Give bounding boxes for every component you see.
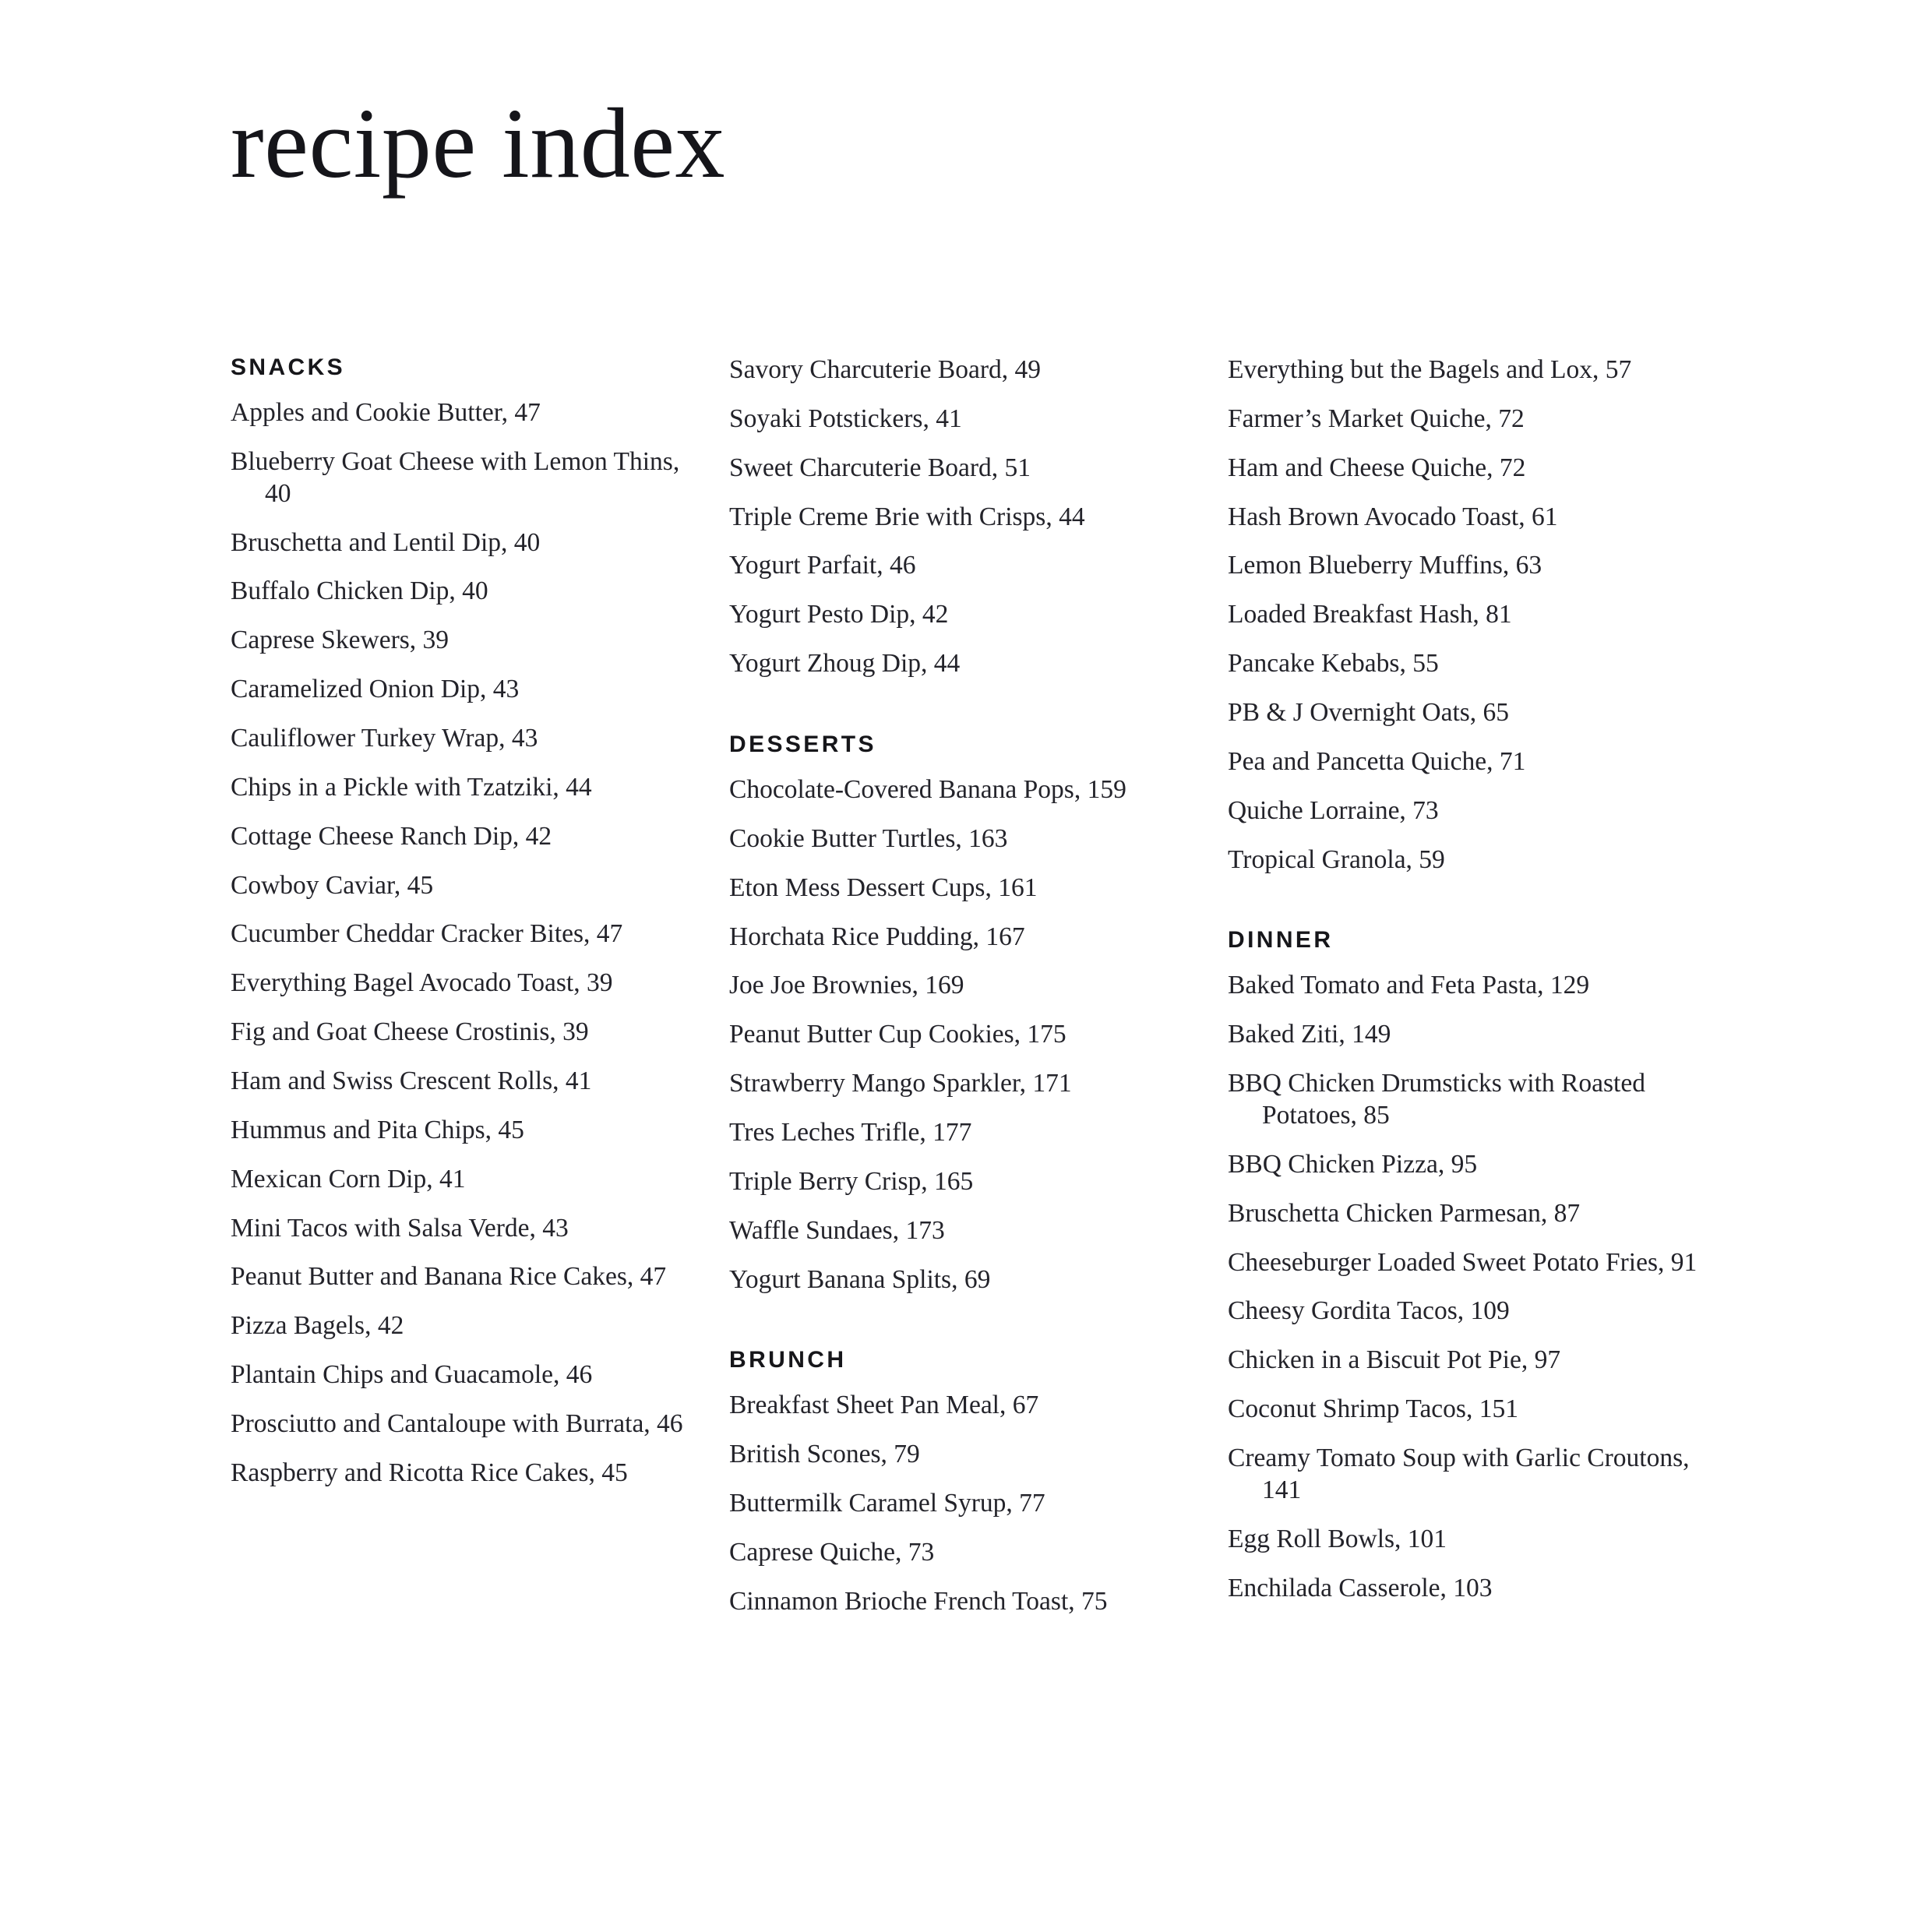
index-entry[interactable]: Cottage Cheese Ranch Dip, 42 [231,821,552,851]
index-column-2 [729,354,1203,1618]
index-entry[interactable]: Baked Tomato and Feta Pasta, 129 [1228,971,1590,1000]
index-entry[interactable]: Hummus and Pita Chips, 45 [231,1115,524,1144]
index-entry[interactable]: Prosciutto and Cantaloupe with Burrata, 46 [231,1409,683,1439]
index-entry[interactable]: Cauliflower Turkey Wrap, 43 [231,724,538,753]
index-entry[interactable]: Pancake Kebabs, 55 [1228,649,1439,679]
index-column-1 [231,354,704,1618]
index-entry[interactable]: Caramelized Onion Dip, 43 [231,675,520,704]
index-entry[interactable]: British Scones, 79 [729,1440,920,1469]
index-entry[interactable]: Caprese Quiche, 73 [729,1538,935,1567]
index-entry[interactable]: Mexican Corn Dip, 41 [231,1164,466,1193]
index-entry[interactable]: Yogurt Pesto Dip, 42 [729,600,949,629]
index-entry[interactable]: Chips in a Pickle with Tzatziki, 44 [231,772,592,802]
index-section-desserts [729,732,1203,1296]
section-heading-desserts: DESSERTS [729,732,876,758]
index-entry[interactable]: Peanut Butter Cup Cookies, 175 [729,1020,1066,1049]
index-entry[interactable]: Soyaki Potstickers, 41 [729,404,962,433]
index-entry[interactable]: Plantain Chips and Guacamole, 46 [231,1360,593,1390]
index-entry[interactable]: Yogurt Zhoug Dip, 44 [729,649,961,679]
index-entry[interactable]: Mini Tacos with Salsa Verde, 43 [231,1213,569,1243]
index-entry[interactable]: Bruschetta Chicken Parmesan, 87 [1228,1198,1581,1228]
index-entry[interactable]: Pizza Bagels, 42 [231,1311,404,1341]
index-entry[interactable]: Cucumber Cheddar Cracker Bites, 47 [231,919,623,949]
index-entry[interactable]: Buffalo Chicken Dip, 40 [231,576,488,606]
index-entry[interactable]: Raspberry and Ricotta Rice Cakes, 45 [231,1458,628,1487]
index-entry[interactable]: Quiche Lorraine, 73 [1228,795,1439,825]
index-entry[interactable]: Enchilada Casserole, 103 [1228,1573,1493,1602]
index-entry[interactable]: Ham and Swiss Crescent Rolls, 41 [231,1066,592,1096]
index-columns [231,354,1726,1618]
index-entry[interactable]: Chicken in a Biscuit Pot Pie, 97 [1228,1345,1561,1375]
index-entry[interactable]: Cinnamon Brioche French Toast, 75 [729,1586,1108,1616]
index-entry[interactable]: Lemon Blueberry Muffins, 63 [1228,551,1542,580]
index-section-snacks-continued [729,354,1203,680]
index-entry[interactable]: Eton Mess Dessert Cups, 161 [729,873,1038,902]
index-entry[interactable]: Coconut Shrimp Tacos, 151 [1228,1394,1518,1424]
index-section-dinner [1228,927,1701,1604]
index-entry[interactable]: Everything but the Bagels and Lox, 57 [1228,355,1632,384]
index-entry[interactable]: Triple Berry Crisp, 165 [729,1166,974,1196]
section-heading-dinner: DINNER [1228,927,1334,954]
index-entry[interactable]: Horchata Rice Pudding, 167 [729,922,1025,951]
index-entry[interactable]: Hash Brown Avocado Toast, 61 [1228,502,1558,531]
index-section-snacks [231,354,704,1490]
index-entry[interactable]: Caprese Skewers, 39 [231,626,450,655]
index-entry[interactable]: Yogurt Parfait, 46 [729,551,916,580]
page-title: recipe index [231,88,725,199]
index-entry[interactable]: Pea and Pancetta Quiche, 71 [1228,746,1526,776]
index-section-brunch [729,1347,1203,1617]
index-section-brunch-continued [1228,354,1701,876]
index-entry[interactable]: Cheesy Gordita Tacos, 109 [1228,1296,1510,1326]
index-entry[interactable]: Cheeseburger Loaded Sweet Potato Fries, 91 [1228,1247,1698,1277]
index-entry[interactable]: Peanut Butter and Banana Rice Cakes, 47 [231,1262,667,1292]
index-entry[interactable]: PB & J Overnight Oats, 65 [1228,698,1510,728]
index-entry[interactable]: Fig and Goat Cheese Crostinis, 39 [231,1017,589,1047]
index-entry[interactable]: Blueberry Goat Cheese with Lemon Thins, 40 [231,446,680,508]
index-entry[interactable]: Creamy Tomato Soup with Garlic Croutons, 141 [1228,1444,1690,1504]
index-entry[interactable]: Breakfast Sheet Pan Meal, 67 [729,1391,1039,1420]
index-entry[interactable]: Cookie Butter Turtles, 163 [729,823,1008,853]
index-entry[interactable]: Apples and Cookie Butter, 47 [231,398,541,427]
index-entry[interactable]: Savory Charcuterie Board, 49 [729,355,1042,384]
index-entry[interactable]: Loaded Breakfast Hash, 81 [1228,600,1512,629]
index-entry[interactable]: Egg Roll Bowls, 101 [1228,1524,1447,1553]
index-column-3 [1228,354,1701,1618]
index-entry[interactable]: Baked Ziti, 149 [1228,1020,1391,1049]
index-entry[interactable]: Sweet Charcuterie Board, 51 [729,453,1031,482]
index-entry[interactable]: Ham and Cheese Quiche, 72 [1228,453,1526,482]
index-entry[interactable]: Tres Leches Trifle, 177 [729,1118,972,1148]
section-heading-brunch: BRUNCH [729,1347,847,1373]
index-entry[interactable]: Triple Creme Brie with Crisps, 44 [729,502,1085,531]
index-entry[interactable]: Tropical Granola, 59 [1228,844,1445,874]
section-heading-snacks: SNACKS [231,354,346,380]
index-entry[interactable]: Waffle Sundaes, 173 [729,1215,945,1245]
index-entry[interactable]: Yogurt Banana Splits, 69 [729,1264,991,1294]
index-entry[interactable]: Strawberry Mango Sparkler, 171 [729,1069,1072,1098]
index-entry[interactable]: Farmer’s Market Quiche, 72 [1228,404,1525,433]
index-entry[interactable]: Bruschetta and Lentil Dip, 40 [231,527,541,557]
index-entry[interactable]: Joe Joe Brownies, 169 [729,971,964,1000]
index-entry[interactable]: Everything Bagel Avocado Toast, 39 [231,968,613,998]
index-entry[interactable]: BBQ Chicken Drumsticks with Roasted Potatoes, 85 [1228,1069,1645,1130]
index-entry[interactable]: Cowboy Caviar, 45 [231,870,434,900]
index-entry[interactable]: BBQ Chicken Pizza, 95 [1228,1149,1478,1179]
index-entry[interactable]: Chocolate-Covered Banana Pops, 159 [729,775,1126,805]
index-entry[interactable]: Buttermilk Caramel Syrup, 77 [729,1489,1045,1518]
